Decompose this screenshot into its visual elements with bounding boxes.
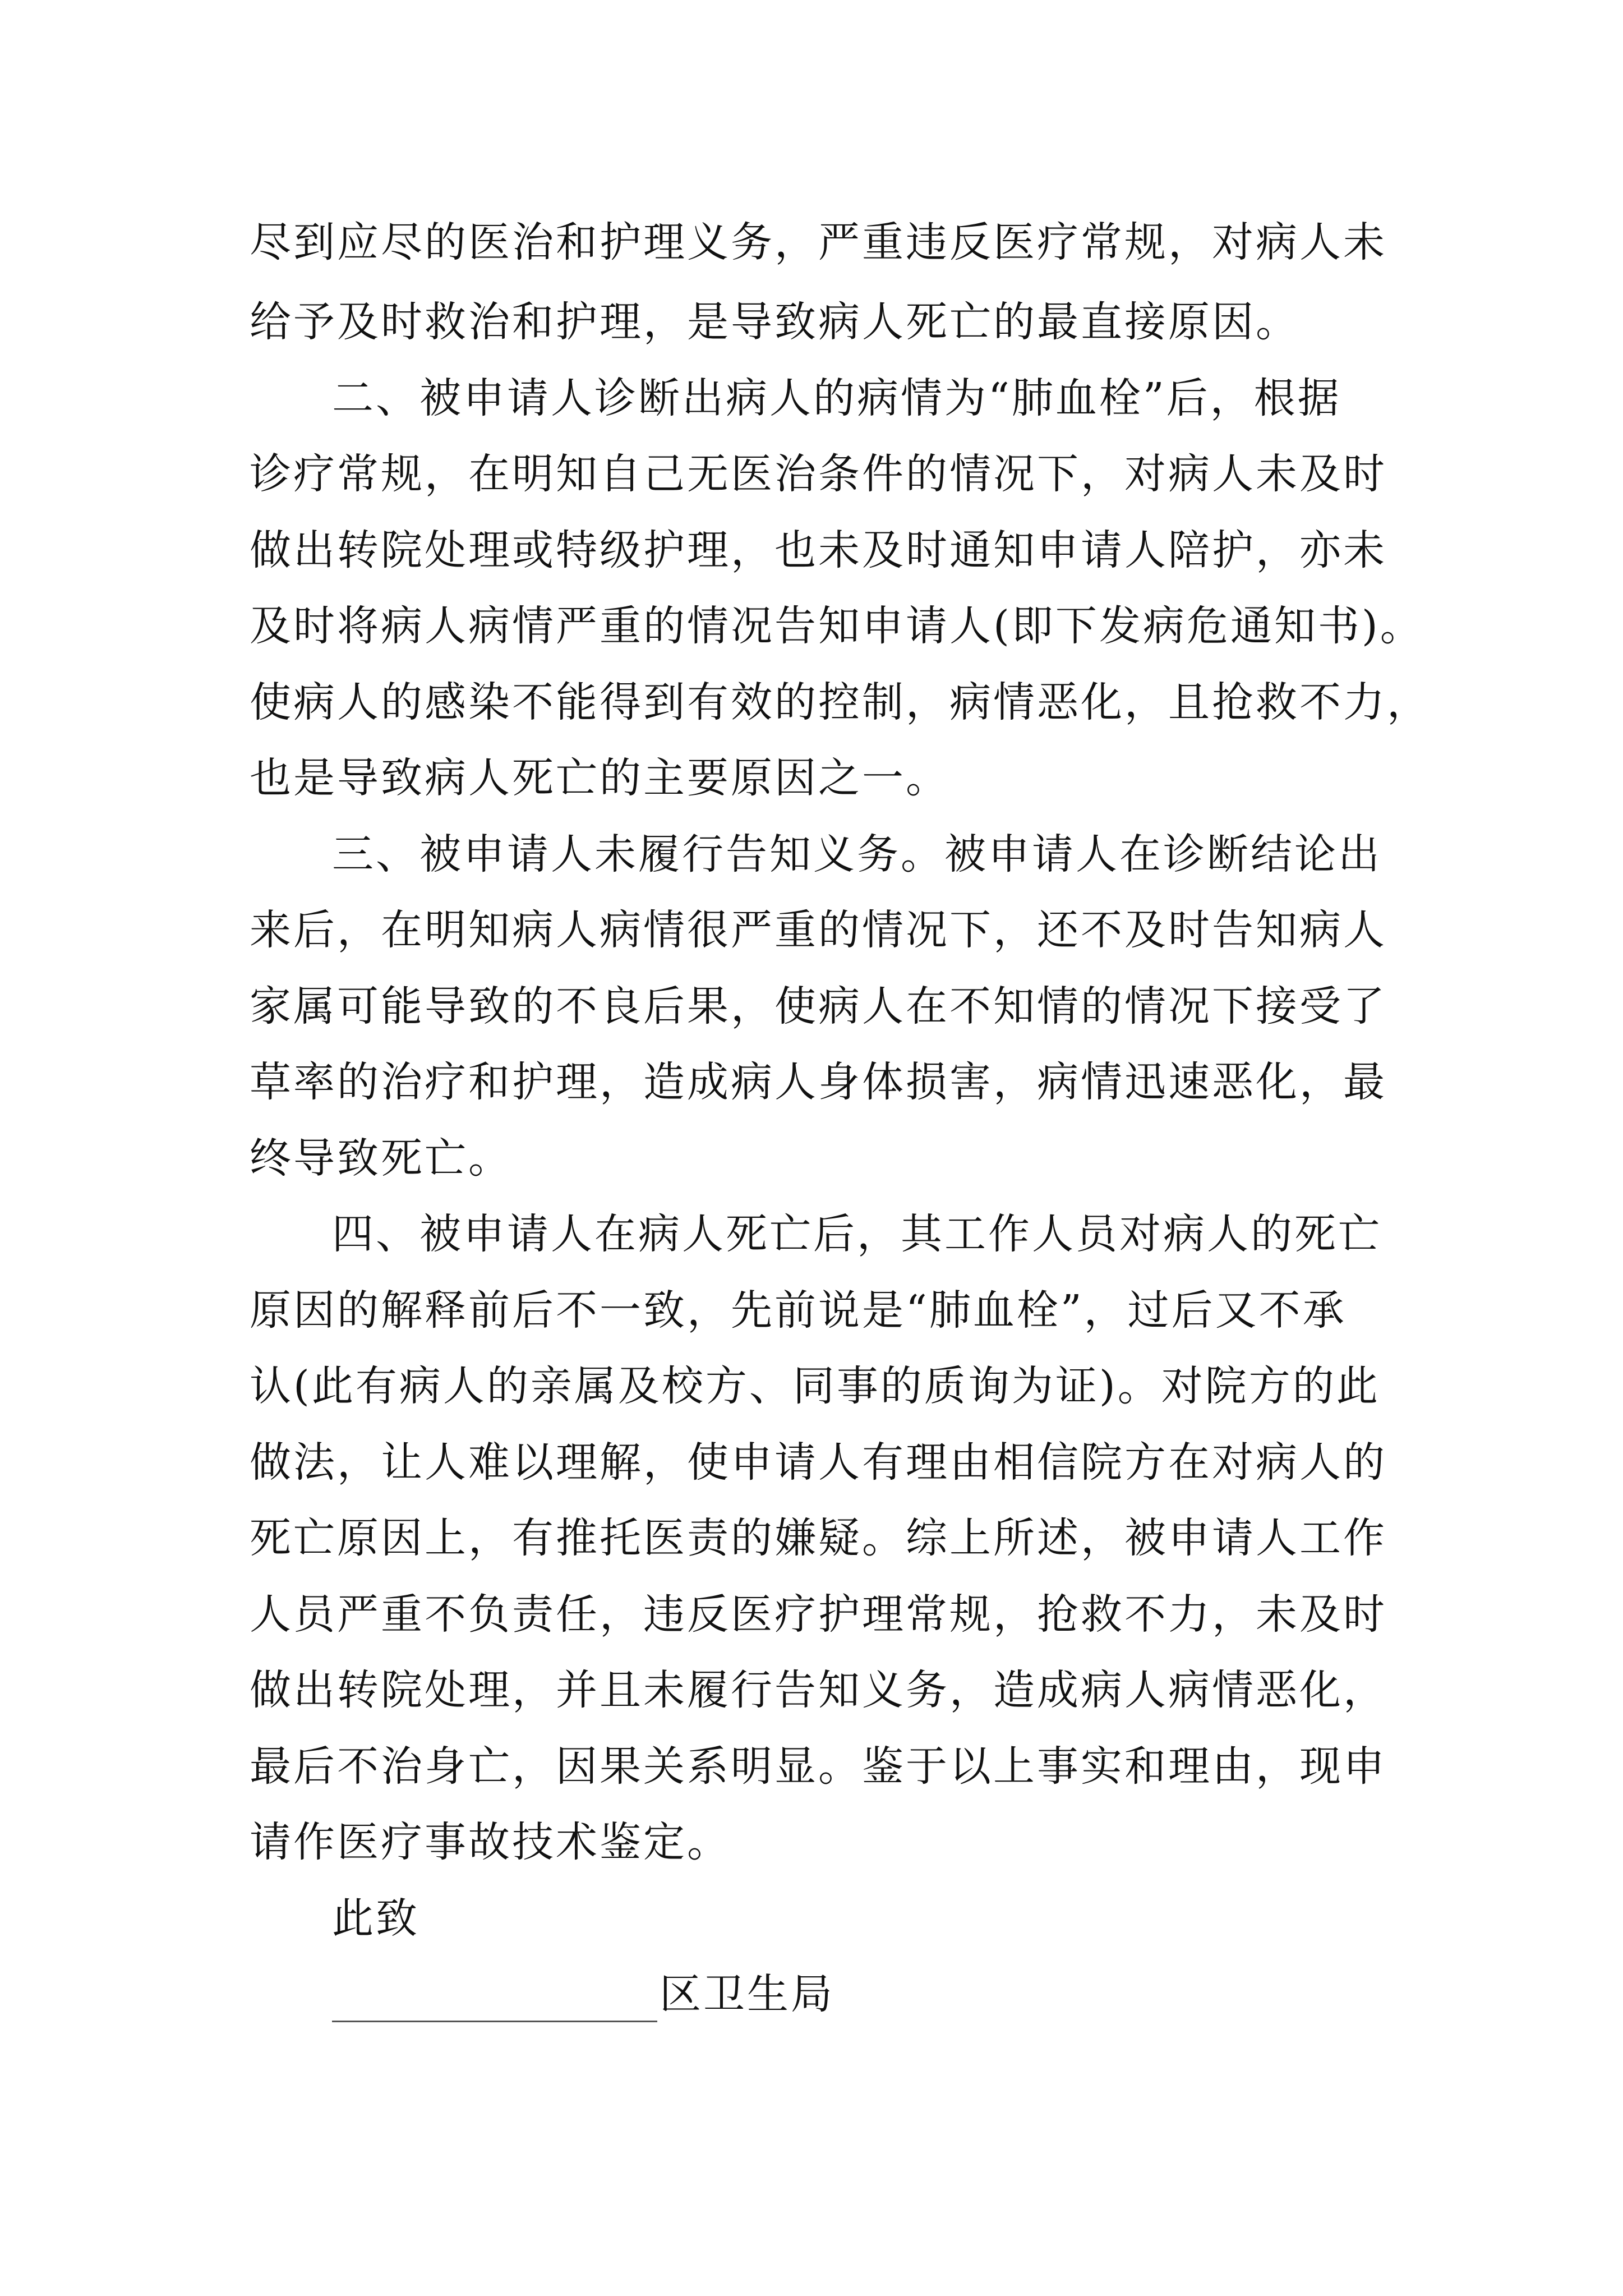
text-line: 做出转院处理，并且未履行告知义务，造成病人病情恶化，: [250, 1666, 1387, 1714]
text-line: 死亡原因上，有推托医责的嫌疑。综上所述，被申请人工作: [250, 1514, 1387, 1562]
text-line: 做法，让人难以理解，使申请人有理由相信院方在对病人的: [250, 1438, 1387, 1487]
text-line: 使病人的感染不能得到有效的控制，病情恶化，且抢救不力，: [250, 678, 1431, 726]
text-line: 也是导致病人死亡的主要原因之一。: [250, 754, 949, 802]
recipient-suffix: 区卫生局: [660, 1970, 834, 2018]
paragraph-start-line: 二、被申请人诊断出病人的病情为“肺血栓”后，根据: [332, 374, 1341, 422]
closing-salutation: 此致: [332, 1894, 419, 1943]
recipient-line: [332, 1966, 834, 2022]
text-line: 认(此有病人的亲属及校方、同事的质询为证)。对院方的此: [250, 1362, 1380, 1410]
text-line: 家属可能导致的不良后果，使病人在不知情的情况下接受了: [250, 982, 1387, 1030]
text-line: 请作医疗事故技术鉴定。: [250, 1818, 731, 1866]
text-line: 终导致死亡。: [250, 1134, 512, 1182]
text-line: 草率的治疗和护理，造成病人身体损害，病情迅速恶化，最: [250, 1058, 1387, 1106]
text-line: 来后，在明知病人病情很严重的情况下，还不及时告知病人: [250, 906, 1387, 954]
text-line: 做出转院处理或特级护理，也未及时通知申请人陪护，亦未: [250, 526, 1387, 574]
text-line: 最后不治身亡，因果关系明显。鉴于以上事实和理由，现申: [250, 1742, 1387, 1791]
text-line: 及时将病人病情严重的情况告知申请人(即下发病危通知书)。: [250, 602, 1424, 650]
text-line: 给予及时救治和护理，是导致病人死亡的最直接原因。: [250, 298, 1299, 346]
text-line: 原因的解释前后不一致，先前说是“肺血栓”，过后又不承: [250, 1286, 1347, 1335]
paragraph-start-line: 三、被申请人未履行告知义务。被申请人在诊断结论出: [332, 830, 1382, 878]
paragraph-start-line: 四、被申请人在病人死亡后，其工作人员对病人的死亡: [332, 1210, 1382, 1258]
text-line: 人员严重不负责任，违反医疗护理常规，抢救不力，未及时: [250, 1590, 1387, 1639]
recipient-blank: [332, 1981, 657, 2022]
text-line: 尽到应尽的医治和护理义务，严重违反医疗常规，对病人未: [250, 218, 1387, 266]
text-line: 诊疗常规，在明知自己无医治条件的情况下，对病人未及时: [250, 450, 1387, 498]
